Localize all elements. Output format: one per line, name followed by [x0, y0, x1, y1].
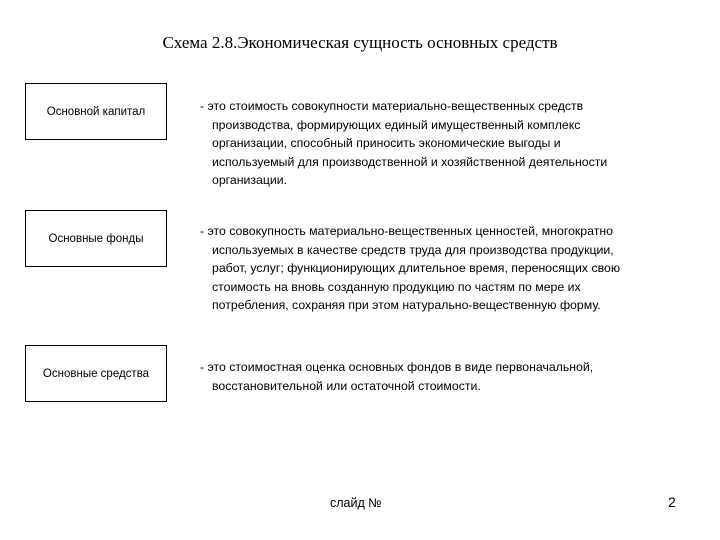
definition-fixed-capital — [200, 97, 700, 190]
definition-line: используемый для производственной и хозяйственной деятельности — [212, 154, 608, 169]
definition-line: - это стоимостная оценка основных фондов в виде первоначальной, — [200, 360, 594, 374]
term-box-fixed-funds — [25, 210, 167, 267]
slide-number: 2 — [668, 494, 676, 510]
slide-title: Схема 2.8.Экономическая сущность основных средств — [162, 33, 558, 52]
definition-line: потребления, сохраняя при этом натурально-вещественную форму. — [212, 298, 601, 312]
definition-line: организации. — [212, 173, 288, 187]
definition-line: работ, услуг; функционирующих длительное время, переносящих свою — [212, 261, 621, 275]
definition-line: стоимость на вновь созданную продукцию по частям по мере их — [212, 279, 581, 294]
term-box-fixed-assets — [25, 345, 167, 402]
definition-line: организации, способный приносить экономические выгоды и — [212, 136, 561, 150]
definition-fixed-funds — [200, 222, 700, 315]
term-label: Основные фонды — [48, 232, 144, 245]
definition-line: производства, формирующих единый имущественный комплекс — [212, 117, 581, 132]
term-label: Основной капитал — [46, 105, 146, 118]
definition-line: используемых в качестве средств труда для производства продукции, — [212, 242, 614, 257]
definition-line: восстановительной или остаточной стоимости. — [212, 378, 481, 393]
definition-line: - это стоимость совокупности материально-вещественных средств — [200, 99, 584, 113]
definition-fixed-assets — [200, 358, 700, 395]
term-label: Основные средства — [42, 367, 150, 380]
term-box-fixed-capital — [25, 83, 167, 140]
definition-line: - это совокупность материально-вещественных ценностей, многократно — [200, 224, 613, 238]
slide-number-label: слайд № — [330, 496, 382, 510]
